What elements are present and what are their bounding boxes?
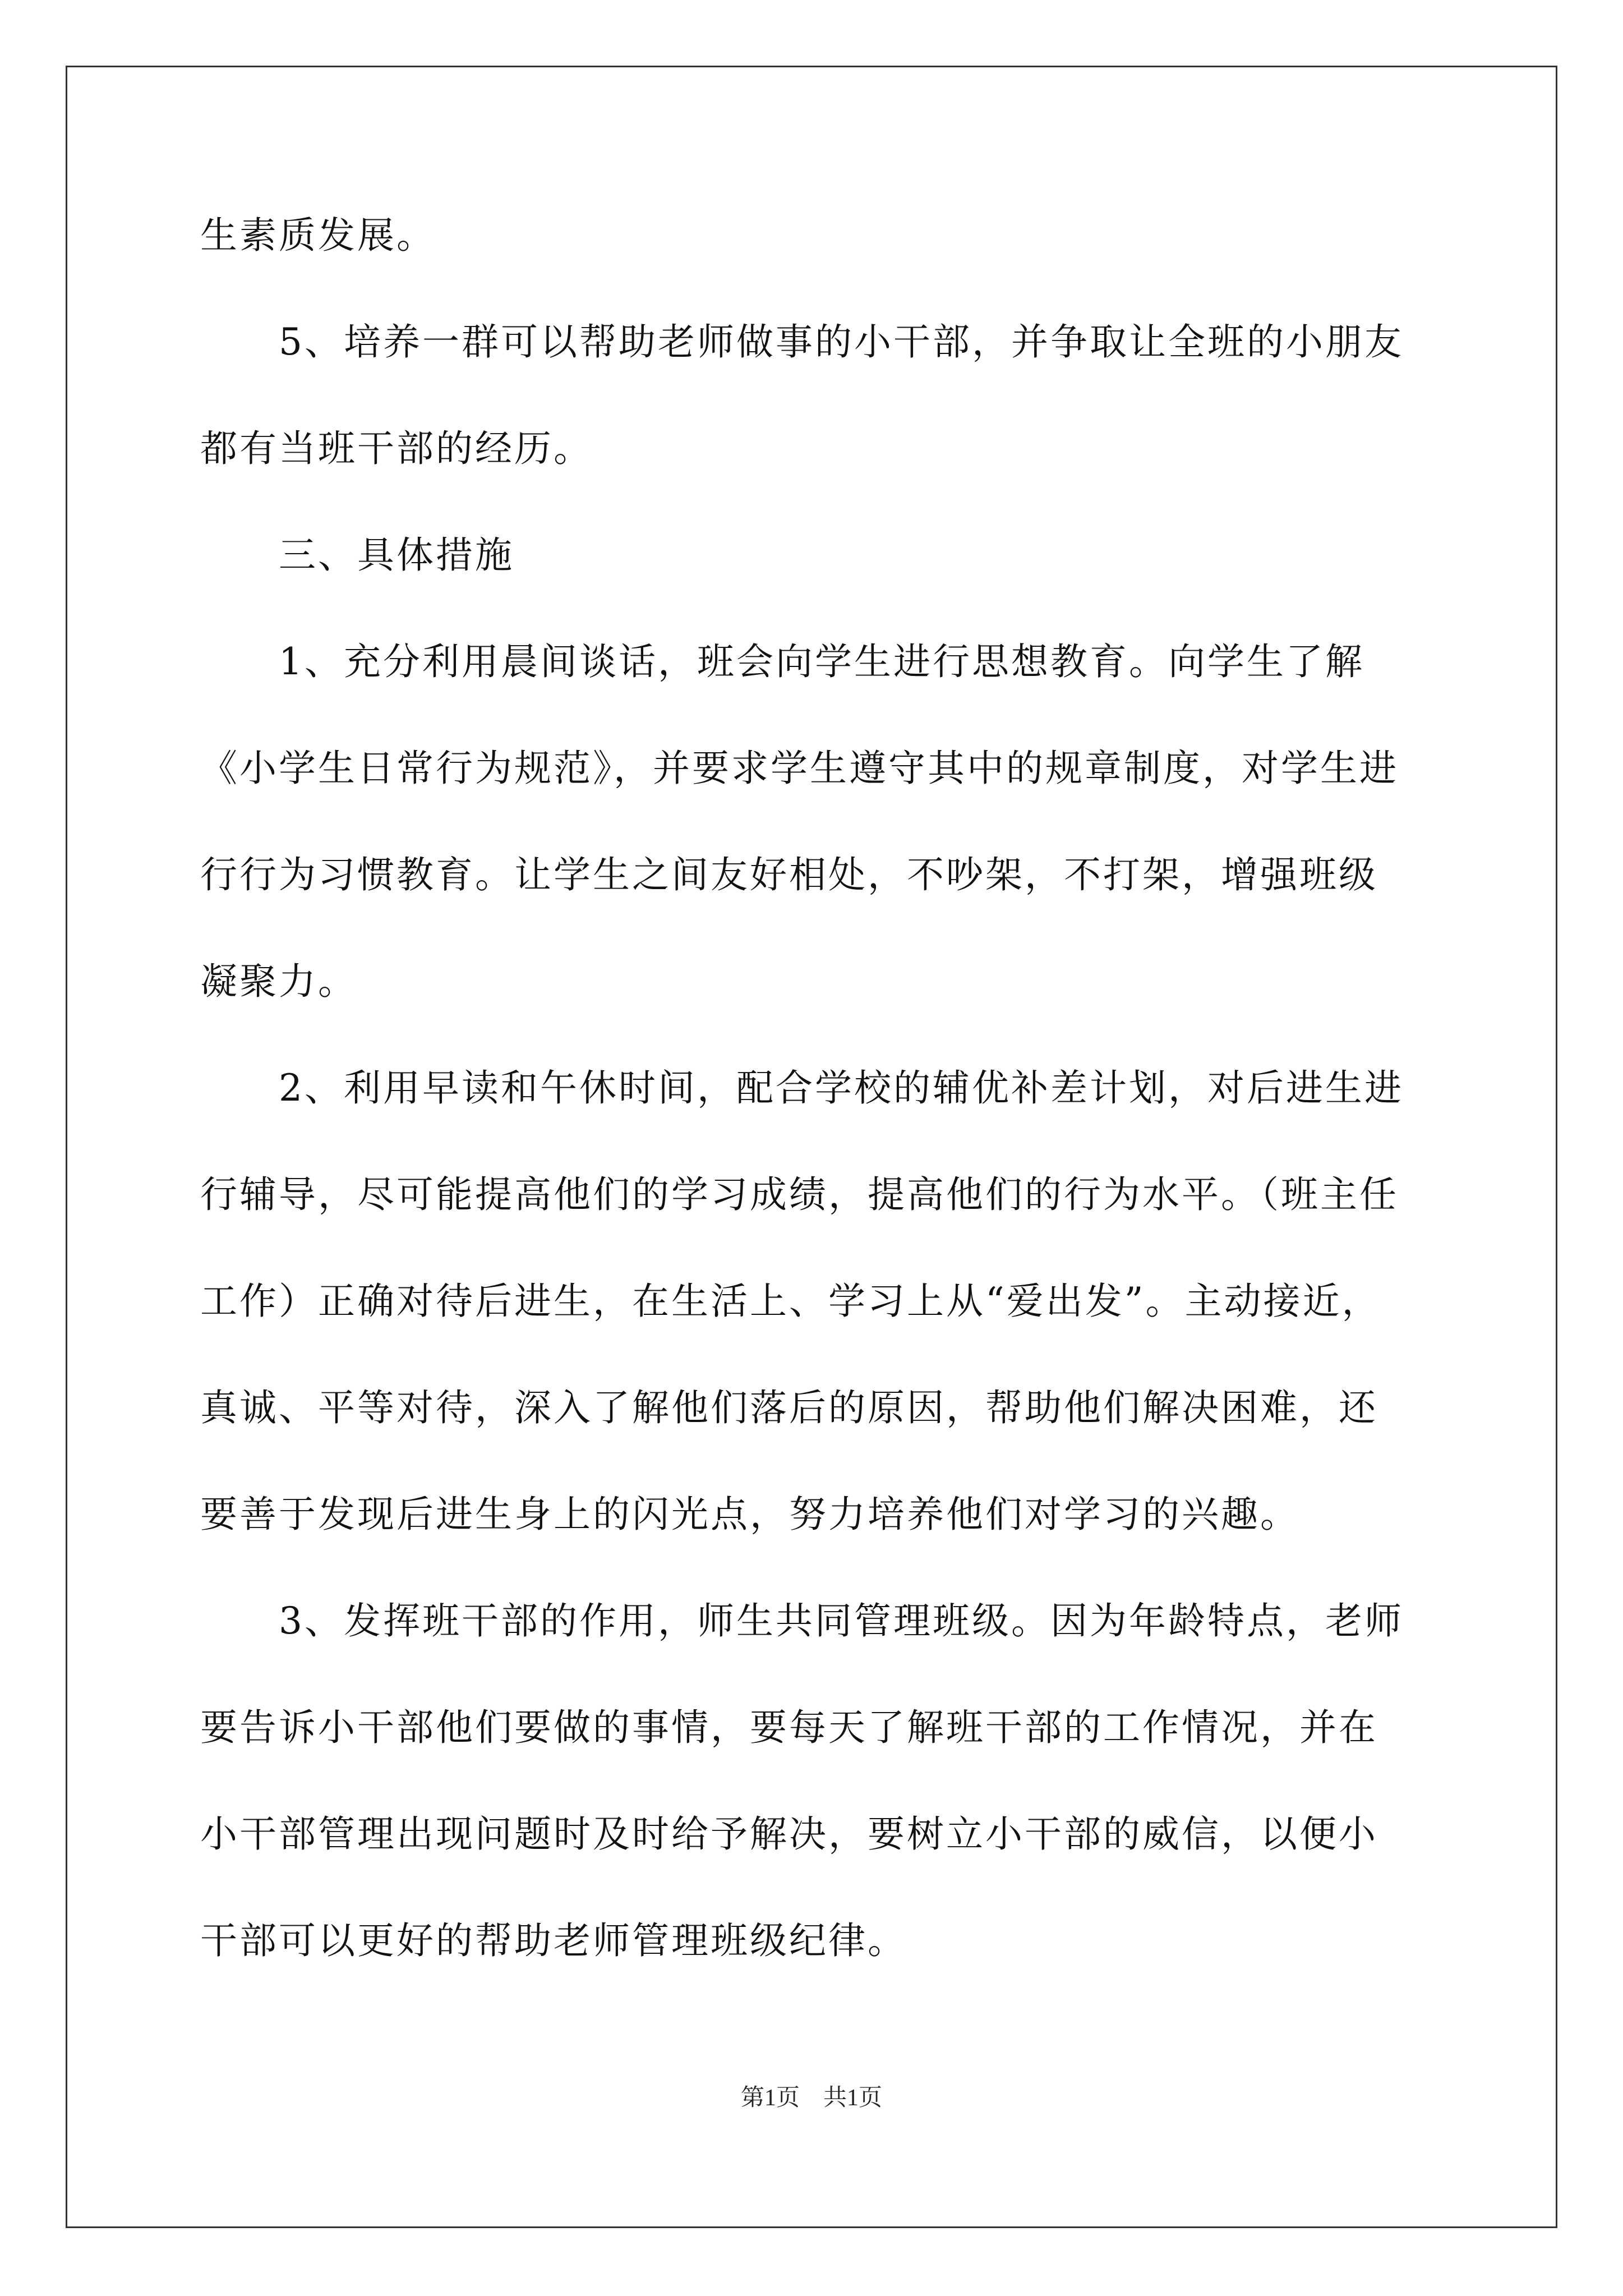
text-line: 小干部管理出现问题时及时给予解决，要树立小干部的威信，以便小 <box>200 1812 1378 1856</box>
section-heading: 三、具体措施 <box>279 533 514 577</box>
text-line: 工作）正确对待后进生，在生活上、学习上从“爱出发”。主动接近， <box>200 1280 1381 1323</box>
page-number: 第1页 共1页 <box>740 2085 882 2111</box>
text-line: 生素质发展。 <box>200 214 436 257</box>
text-line: 要告诉小干部他们要做的事情，要每天了解班干部的工作情况，并在 <box>200 1706 1378 1749</box>
text-line: 真诚、平等对待，深入了解他们落后的原因，帮助他们解决困难，还 <box>200 1386 1378 1429</box>
text-line: 都有当班干部的经历。 <box>200 427 593 470</box>
text-line: 行辅导，尽可能提高他们的学习成绩，提高他们的行为水平。（班主任 <box>200 1173 1399 1216</box>
text-line: 5、培养一群可以帮助老师做事的小干部，并争取让全班的小朋友 <box>279 320 1404 364</box>
text-line: 行行为习惯教育。让学生之间友好相处，不吵架，不打架，增强班级 <box>200 853 1378 896</box>
text-line: 凝聚力。 <box>200 960 357 1003</box>
text-line: 《小学生日常行为规范》，并要求学生遵守其中的规章制度，对学生进 <box>200 747 1399 790</box>
page-frame <box>66 66 1557 2228</box>
text-line: 3、发挥班干部的作用，师生共同管理班级。因为年龄特点，老师 <box>279 1599 1404 1642</box>
text-line: 要善于发现后进生身上的闪光点，努力培养他们对学习的兴趣。 <box>200 1493 1299 1536</box>
text-line: 1、充分利用晨间谈话，班会向学生进行思想教育。向学生了解 <box>279 640 1364 683</box>
text-line: 2、利用早读和午休时间，配合学校的辅优补差计划，对后进生进 <box>279 1066 1404 1110</box>
text-line: 干部可以更好的帮助老师管理班级纪律。 <box>200 1919 907 1962</box>
